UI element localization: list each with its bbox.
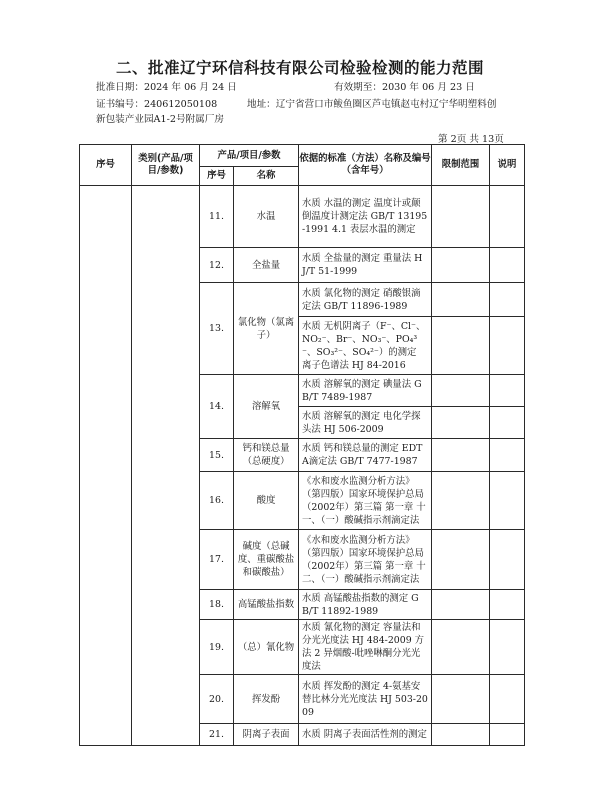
approval-date: 批准日期：2024 年 06 月 24 日: [96, 82, 237, 93]
standard-method: 水质 全盐量的测定 重量法 HJ/T 51-1999: [299, 248, 432, 283]
item-name: （总）氰化物: [234, 620, 299, 675]
standard-method: 水质 挥发酚的测定 4-氨基安替比林分光光度法 HJ 503-2009: [299, 675, 432, 724]
item-number: 17.: [200, 530, 234, 590]
standard-method: 水质 氯化物的测定 硝酸银滴定法 GB/T 11896-1989: [299, 283, 432, 317]
item-number: 20.: [200, 675, 234, 724]
limit-cell: [432, 439, 490, 472]
item-number: 12.: [200, 248, 234, 283]
item-name: 阴离子表面: [234, 724, 299, 746]
note-cell: [490, 317, 525, 375]
item-name: 全盐量: [234, 248, 299, 283]
note-cell: [490, 530, 525, 590]
page-indicator: 第 2页 共 13页: [438, 134, 504, 145]
item-name: 高锰酸盐指数: [234, 590, 299, 620]
item-name: 溶解氧: [234, 375, 299, 439]
limit-cell: [432, 620, 490, 675]
note-cell: [490, 186, 525, 248]
item-number: 13.: [200, 283, 234, 375]
table-row: [80, 186, 525, 248]
item-number: 11.: [200, 186, 234, 248]
certificate-number: 证书编号：240612050108: [96, 99, 218, 110]
standard-method: 《水和废水监测分析方法》（第四版）国家环境保护总局（2002年）第三篇 第一章 十一、（一）酸碱指示剂滴定法: [299, 472, 432, 530]
capability-table: [79, 144, 525, 746]
limit-cell: [432, 675, 490, 724]
header-name: 名称: [234, 167, 299, 186]
note-cell: [490, 675, 525, 724]
standard-method: 水质 阴离子表面活性剂的测定: [299, 724, 432, 746]
note-cell: [490, 283, 525, 317]
limit-cell: [432, 317, 490, 375]
item-number: 21.: [200, 724, 234, 746]
item-number: 18.: [200, 590, 234, 620]
note-cell: [490, 375, 525, 407]
note-cell: [490, 620, 525, 675]
standard-method: 水质 溶解氧的测定 电化学探头法 HJ 506-2009: [299, 407, 432, 439]
note-cell: [490, 248, 525, 283]
standard-method: 水质 溶解氧的测定 碘量法 GB/T 7489-1987: [299, 375, 432, 407]
header-item-no: 序号: [200, 167, 234, 186]
standard-method: 水质 高锰酸盐指数的测定 GB/T 11892-1989: [299, 590, 432, 620]
valid-until: 有效期至：2030 年 06 月 23 日: [334, 82, 475, 93]
item-number: 19.: [200, 620, 234, 675]
header-standard: 依据的标准（方法）名称及编号（含年号）: [299, 145, 432, 186]
page-title: 二、批准辽宁环信科技有限公司检验检测的能力范围: [115, 59, 484, 77]
note-cell: [490, 439, 525, 472]
standard-method: 《水和废水监测分析方法》（第四版）国家环境保护总局（2002年）第三篇 第一章 十二、（一）酸碱指示剂滴定法: [299, 530, 432, 590]
item-name: 碱度（总碱度、重碳酸盐和碳酸盐）: [234, 530, 299, 590]
limit-cell: [432, 472, 490, 530]
item-number: 16.: [200, 472, 234, 530]
limit-cell: [432, 407, 490, 439]
limit-cell: [432, 724, 490, 746]
limit-cell: [432, 248, 490, 283]
note-cell: [490, 724, 525, 746]
header-category: 类别(产品/项目/参数): [132, 145, 200, 186]
item-name: 水温: [234, 186, 299, 248]
note-cell: [490, 407, 525, 439]
limit-cell: [432, 530, 490, 590]
limit-cell: [432, 186, 490, 248]
limit-cell: [432, 375, 490, 407]
item-name: 挥发酚: [234, 675, 299, 724]
header-product: 产品/项目/参数: [200, 145, 299, 167]
header-note: 说明: [490, 145, 525, 186]
header-limit: 限制范围: [432, 145, 490, 186]
header-seq: 序号: [80, 145, 132, 186]
standard-method: 水质 无机阴离子（F⁻、Cl⁻、NO₂⁻、Br⁻、NO₃⁻、PO₄³⁻、SO₃²⁻、SO₄²⁻）的测定 离子色谱法 HJ 84-2016: [299, 317, 432, 375]
item-name: 酸度: [234, 472, 299, 530]
address-continued: 新包装产业园A1-2号附属厂房: [96, 114, 224, 125]
category-cell: [132, 186, 200, 746]
standard-method: 水质 氰化物的测定 容量法和分光光度法 HJ 484-2009 方法 2 异烟酸-吡唑啉酮分光光度法: [299, 620, 432, 675]
item-number: 14.: [200, 375, 234, 439]
item-number: 15.: [200, 439, 234, 472]
note-cell: [490, 472, 525, 530]
item-name: 钙和镁总量（总硬度）: [234, 439, 299, 472]
item-name: 氯化物（氯离子）: [234, 283, 299, 375]
standard-method: 水质 水温的测定 温度计或颠倒温度计测定法 GB/T 13195-1991 4.1 表层水温的测定: [299, 186, 432, 248]
note-cell: [490, 590, 525, 620]
seq-cell: [80, 186, 132, 746]
address: 地址：辽宁省营口市鲅鱼圈区芦屯镇赵屯村辽宁华明塑料创: [247, 99, 497, 110]
limit-cell: [432, 283, 490, 317]
standard-method: 水质 钙和镁总量的测定 EDTA滴定法 GB/T 7477-1987: [299, 439, 432, 472]
limit-cell: [432, 590, 490, 620]
